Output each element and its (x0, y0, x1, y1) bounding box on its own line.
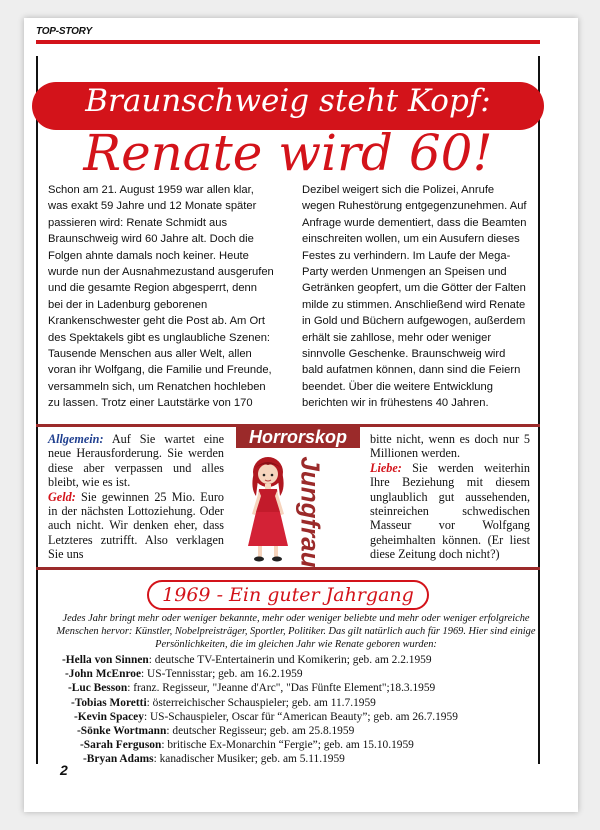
horoscope-money-label: Geld: (48, 489, 76, 504)
list-item (62, 696, 458, 710)
section-label: TOP-STORY (36, 26, 92, 37)
person-name: -Kevin Spacey (74, 710, 144, 723)
person-description: : US-Schauspieler, Oscar für “American Beauty”; geb. am 26.7.1959 (143, 710, 458, 723)
headline-line1: Braunschweig steht Kopf: (85, 83, 491, 119)
horoscope-zodiac-label: Jungfrau (295, 456, 326, 568)
person-description: : britische Ex-Monarchin “Fergie”; geb. am 15.10.1959 (161, 739, 414, 752)
vintage-title: 1969 - Ein guter Jahrgang (162, 584, 414, 606)
horoscope-title: Horrorskop (236, 426, 360, 448)
person-description: : deutsche TV-Entertainerin und Komikerin; geb. am 2.2.1959 (148, 654, 432, 666)
top-rule (36, 40, 540, 44)
person-description: : US-Tennisstar; geb. am 16.2.1959 (141, 668, 303, 681)
person-description: : franz. Regisseur, "Jeanne d'Arc", "Das Fünfte Element";18.3.1959 (127, 682, 436, 695)
person-description: : kanadischer Musiker; geb. am 5.11.1959 (153, 753, 345, 766)
person-name: -Hella von Sinnen (62, 654, 149, 666)
vintage-intro: Jedes Jahr bringt mehr oder weniger bekannte, mehr oder weniger beliebte und mehr oder weniger erfolgreiche Menschen hervor: Künstler, Nobelpreisträger, Sportler, Politiker. Das gilt natürlich auch für 1969. Hier sind einige Persönlichkeiten, die im gleichen Jahr wie Renate geboren wurden: (56, 613, 536, 650)
people-list (62, 653, 458, 767)
person-name: -Tobias Moretti (71, 696, 147, 709)
headline-line2: Renate wird 60! (83, 124, 493, 182)
person-description: : österreichischer Schauspieler; geb. am 11.7.1959 (146, 696, 376, 709)
person-description: : deutscher Regisseur; geb. am 25.8.1959 (166, 725, 355, 738)
article-column-right: Dezibel weigert sich die Polizei, Anrufe wegen Ruhestörung entgegenzunehmen. Auf Anfrage wurde dementiert, dass die Beamten einschreiten wollen, um ein Ausufern dieses Festes zu verhindern. Im Laufe der Mega-Party werden Unmengen an Speisen und Getränken geopfert, um die Götter der Falten milde zu stimmen. Anschließend wird Renate in Gold und Büchern aufgewogen, außerdem erhält sie zahllose, mehr oder weniger sinnvolle Geschenke. Braunschweig wird bald aufatmen können, dann sind die Feiern beendet. Über die weitere Entwicklung berichten wir in frühestens 40 Jahren. (302, 184, 527, 410)
page-number: 2 (60, 762, 68, 778)
person-name: -Bryan Adams (83, 753, 154, 766)
list-item (62, 667, 458, 681)
list-item (62, 710, 458, 724)
article-column-left: Schon am 21. August 1959 war allen klar, was exakt 59 Jahre und 12 Monate später passieren wird: Renate Schmidt aus Braunschweig wird 60 Jahre alt. Doch die Folgen ahnte damals noch keiner. Heute wurde nun der Ausnahmezustand ausgerufen und die gesamte Region abgesperrt, denn bei der in Ladenburg geborenen Krankenschwester geht die Post ab. Am Ort des Spektakels gibt es unglaubliche Szenen: Tausende Menschen aus aller Welt, allen voran ihr Wolfgang, die Familie und Freunde, versammeln sich, um Renatchen hochleben zu lassen. Trotz einer Lautstärke von 170 (48, 184, 274, 410)
person-name: -Sarah Ferguson (80, 739, 162, 752)
horoscope-money-text: Sie gewinnen 25 Mio. Euro in der nächsten Lottoziehung. Oder auch nicht. Wir denken eher, dass Letzteres zutrifft. Also verklagen Sie uns (48, 489, 225, 562)
list-item (62, 653, 458, 667)
horoscope-bottom-rule (36, 567, 540, 570)
list-item (62, 724, 458, 738)
list-item (62, 752, 458, 766)
person-name: -Luc Besson (68, 682, 128, 695)
horoscope-love-text: Sie werden weiterhin Ihre Beziehung mit diesem unglaublich gut aussehenden, steinreichen schwedischen Masseur vor Wolfgang geheimhalten können. (Er liest diese Zeitung doch nicht?) (370, 460, 531, 562)
person-name: -Sönke Wortmann (77, 725, 167, 738)
person-name: -John McEnroe (65, 668, 142, 681)
horoscope-column-right (370, 432, 530, 562)
horoscope-general-text: Auf Sie wartet eine neue Herausforderung. Sie werden diese aber verpassen und alles bleibt, wie es ist. (48, 432, 224, 490)
horoscope-continued-text: bitte nicht, wenn es doch nur 5 Millionen werden. (370, 432, 530, 461)
horoscope-love-label: Liebe: (370, 460, 402, 475)
list-item (62, 738, 458, 752)
horoscope-column-left (48, 432, 224, 562)
list-item (62, 681, 458, 695)
horoscope-general-label: Allgemein: (48, 432, 104, 446)
